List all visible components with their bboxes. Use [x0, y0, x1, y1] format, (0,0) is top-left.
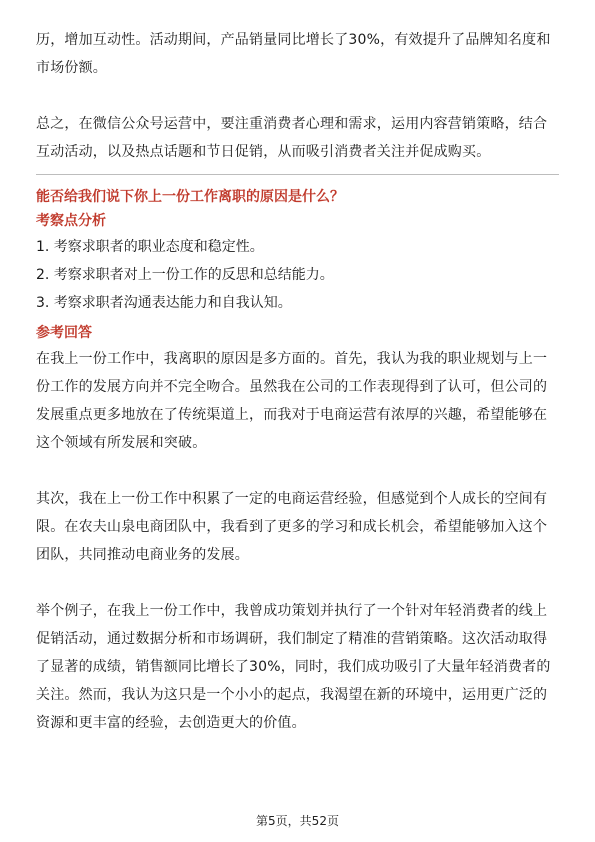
text-line: 份工作的发展方向并不完全吻合。虽然我在公司的工作表现得到了认可，但公司的 — [36, 379, 548, 395]
text-line: 关注。然而，我认为这只是一个小小的起点，我渴望在新的环境中，运用更广泛的 — [36, 687, 548, 703]
text-line: 促销活动，通过数据分析和市场调研，我们制定了精准的营销策略。这次活动取得 — [36, 631, 548, 647]
analysis-point: 3. 考察求职者沟通表达能力和自我认知。 — [36, 295, 292, 311]
text-line: 资源和更丰富的经验，去创造更大的价值。 — [36, 715, 306, 731]
answer-paragraph-2 — [36, 485, 559, 569]
text-line: 总之，在微信公众号运营中，要注重消费者心理和需求，运用内容营销策略，结合 — [36, 116, 548, 132]
answer-paragraph-3 — [36, 597, 559, 737]
analysis-title: 考察点分析 — [36, 213, 106, 229]
text-line: 在我上一份工作中，我离职的原因是多方面的。首先，我认为我的职业规划与上一 — [36, 351, 548, 367]
interview-question: 能否给我们说下你上一份工作离职的原因是什么？ — [36, 189, 344, 205]
analysis-points — [36, 233, 559, 317]
text-line: 了显著的成绩，销售额同比增长了30%，同时，我们成功吸引了大量年轻消费者的 — [36, 659, 551, 675]
text-line: 举个例子，在我上一份工作中，我曾成功策划并执行了一个针对年轻消费者的线上 — [36, 603, 548, 619]
page-number: 第5页，共52页 — [256, 814, 339, 828]
document-page — [36, 26, 559, 737]
analysis-point: 1. 考察求职者的职业态度和稳定性。 — [36, 239, 264, 255]
text-line: 这个领域有所发展和突破。 — [36, 435, 207, 451]
intro-paragraph — [36, 26, 559, 82]
answer-paragraph-1 — [36, 345, 559, 457]
text-line: 其次，我在上一份工作中积累了一定的电商运营经验，但感觉到个人成长的空间有 — [36, 491, 548, 507]
text-line: 互动活动，以及热点话题和节日促销，从而吸引消费者关注并促成购买。 — [36, 144, 491, 160]
analysis-point: 2. 考察求职者对上一份工作的反思和总结能力。 — [36, 267, 334, 283]
text-line: 市场份额。 — [36, 60, 107, 76]
section-divider — [36, 174, 559, 175]
text-line: 限。在农夫山泉电商团队中，我看到了更多的学习和成长机会，希望能够加入这个 — [36, 519, 548, 535]
text-line: 团队，共同推动电商业务的发展。 — [36, 547, 249, 563]
answer-title: 参考回答 — [36, 325, 92, 341]
text-line: 发展重点更多地放在了传统渠道上，而我对于电商运营有浓厚的兴趣，希望能够在 — [36, 407, 548, 423]
summary-paragraph — [36, 110, 559, 166]
text-line: 历，增加互动性。活动期间，产品销量同比增长了30%，有效提升了品牌知名度和 — [36, 32, 551, 48]
